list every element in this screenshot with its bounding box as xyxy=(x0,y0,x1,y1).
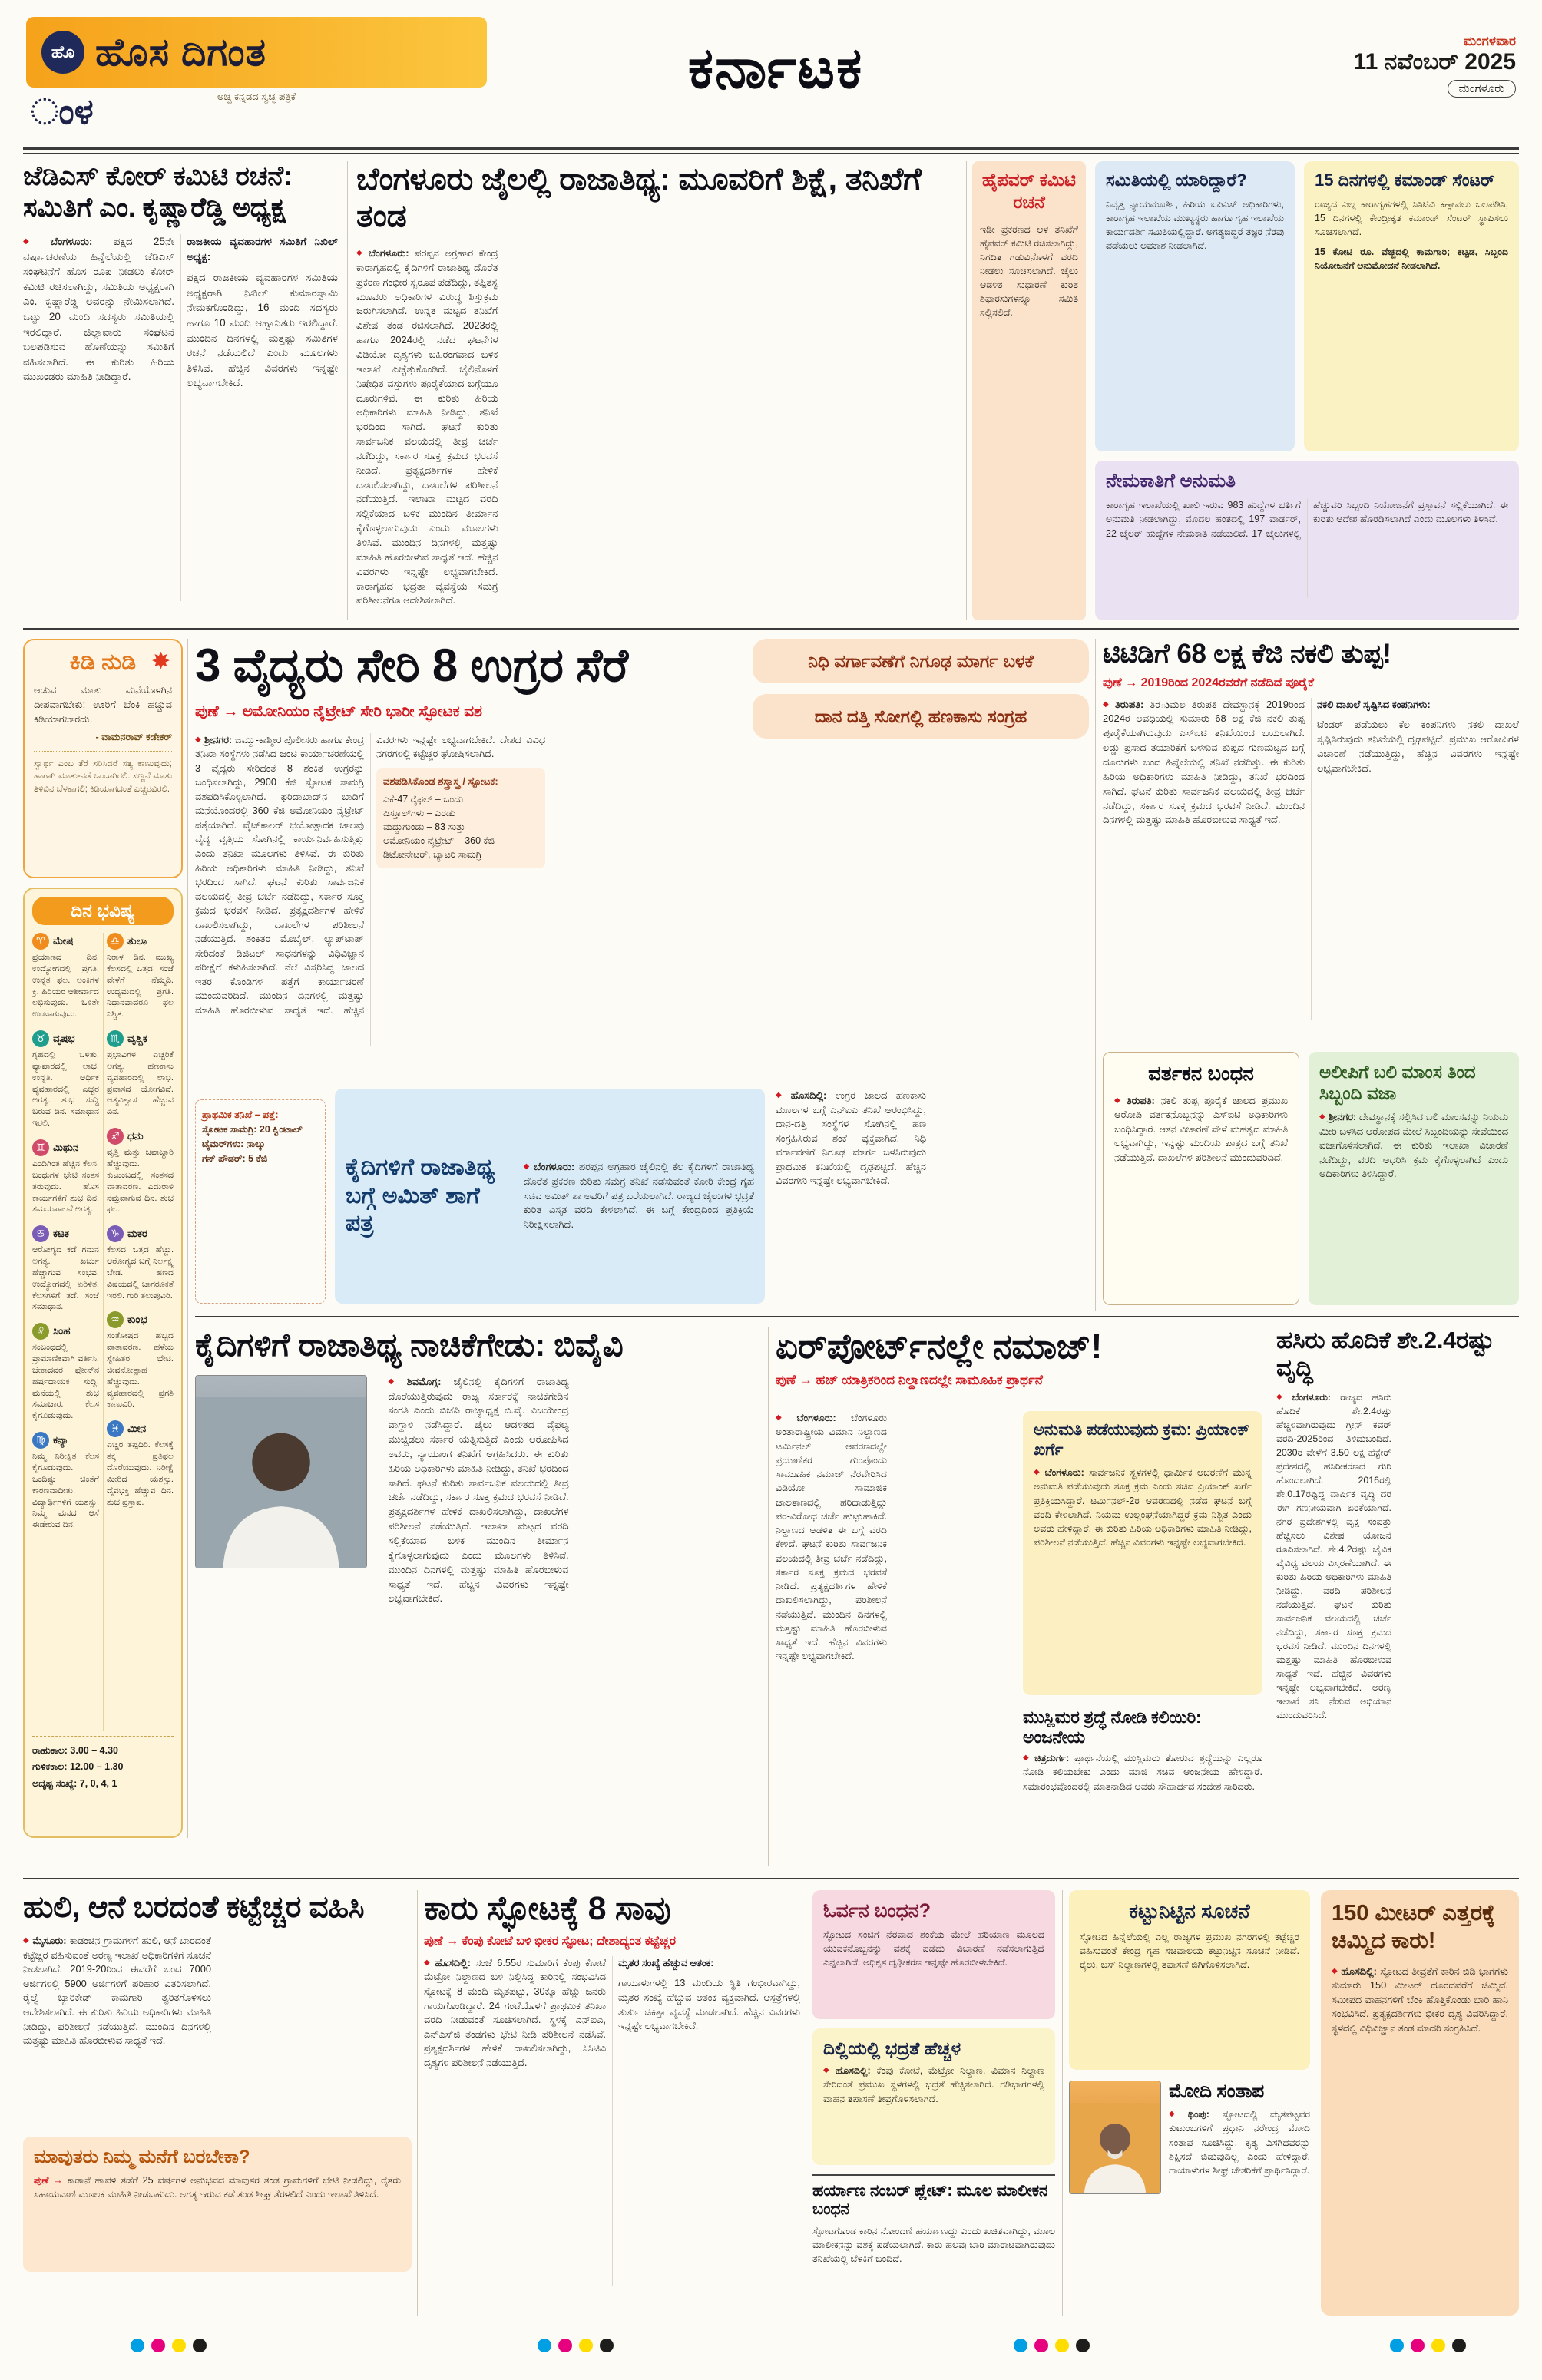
tiger-headline: ಹುಲಿ, ಆನೆ ಬರದಂತೆ ಕಟ್ಟೆಚ್ಚರ ವಹಿಸಿ xyxy=(23,1891,365,1924)
masthead-calligraphy: ಂಳ xyxy=(31,91,94,131)
muslim-dateline: ಚಿತ್ರದುರ್ಗ: xyxy=(1034,1753,1070,1764)
muslim-sub-article xyxy=(1023,1707,1262,1858)
car150-box xyxy=(1321,1890,1519,2316)
horoscope-item xyxy=(32,1139,99,1215)
permission-box xyxy=(1023,1411,1262,1695)
article-namaz xyxy=(776,1327,1262,1866)
lucky-numbers: ಅದೃಷ್ಟ ಸಂಖ್ಯೆ: 7, 0, 4, 1 xyxy=(32,1777,117,1789)
divider xyxy=(966,161,967,620)
zodiac-icon: ♌ xyxy=(32,1323,49,1340)
horoscope-item xyxy=(107,1030,174,1118)
hypower-label: ಹೈಪವರ್ ಕಮಿಟಿ ರಚನೆ xyxy=(981,170,1077,212)
edition-label: ಮಂಗಳೂರು xyxy=(1448,80,1516,98)
tiger-dateline: ಮೈಸೂರು: xyxy=(32,1935,67,1947)
color-dot-icon xyxy=(1452,2339,1466,2352)
date-day: ಮಂಗಳವಾರ xyxy=(1463,34,1516,48)
trader-title: ವರ್ತಕನ ಬಂಧನ xyxy=(1148,1062,1254,1085)
article-jail xyxy=(356,161,960,620)
color-dot-icon xyxy=(600,2339,614,2352)
zodiac-text: ಆರೋಗ್ಯದ ಕಡೆ ಗಮನ ಅಗತ್ಯ. ಖರ್ಚು ಹೆಚ್ಚಾಗುವ ಸಂಭವ. ಉದ್ಯೋಗದಲ್ಲಿ ಏರಿಳಿತ. ಕೆಲಸಗಳಿಗೆ ತಡೆ. ಸಂಜೆ ಸಮಾಧಾನ. xyxy=(32,1245,99,1312)
terror-headline: 3 ವೈದ್ಯರು ಸೇರಿ 8 ಉಗ್ರರ ಸೆರೆ xyxy=(195,640,628,691)
dateline-bullet-icon: ◆ xyxy=(23,237,48,246)
horoscope-box xyxy=(23,888,183,1838)
zodiac-sign: ಮೀನ xyxy=(127,1423,147,1435)
zodiac-icon: ♑ xyxy=(107,1225,124,1242)
dateline-bullet-icon: ◆ xyxy=(1169,2110,1185,2118)
car150-title: 150 ಮೀಟರ್ ಎತ್ತರಕ್ಕೆ ಚಿಮ್ಮಿದ ಕಾರು! xyxy=(1332,1901,1496,1954)
zodiac-sign: ಮಕರ xyxy=(127,1228,148,1240)
zodiac-text: ಪ್ರಭಾವಿಗಳ ಎಚ್ಚರಿಕೆ ಅಗತ್ಯ. ಹಣಕಾಸು ವ್ಯವಹಾರದಲ್ಲಿ ಲಾಭ. ಪ್ರವಾಸದ ಯೋಗವಿದೆ. ಆತ್ಮವಿಶ್ವಾಸ ಹೆಚ್ಚುವ ದಿನ. xyxy=(107,1050,174,1117)
mahout-title: ಮಾವುತರು ನಿಮ್ಮ ಮನೆಗೆ ಬರಬೇಕಾ? xyxy=(34,2147,250,2168)
article-jds xyxy=(23,161,338,620)
command-title: 15 ದಿನಗಳಲ್ಲಿ ಕಮಾಂಡ್ ಸೆಂಟರ್ xyxy=(1315,170,1495,190)
car-kicker: ಪುಣೆ → ಕೆಂಪು ಕೋಟೆ ಬಳಿ ಭೀಕರ ಸ್ಫೋಟ; ದೇಶಾದ್ಯಂತ ಕಟ್ಟೆಚ್ಚರ xyxy=(424,1934,677,1948)
jail-dateline: ಬೆಂಗಳೂರು: xyxy=(368,247,409,259)
jail-headline: ಬೆಂಗಳೂರು ಜೈಲಲ್ಲಿ ರಾಜಾತಿಥ್ಯ: ಮೂವರಿಗೆ ಶಿಕ್ಷೆ, ತನಿಖೆಗೆ ತಂಡ xyxy=(356,161,922,233)
color-dot-icon xyxy=(579,2339,593,2352)
arrest-body: ಸ್ಫೋಟದ ಸಂಚಿಗೆ ನೆರವಾದ ಶಂಕೆಯ ಮೇಲೆ ಹರಿಯಾಣ ಮೂಲದ ಯುವಕನೊಬ್ಬನನ್ನು ವಶಕ್ಕೆ ಪಡೆದು ವಿಚಾರಣೆ ನಡೆಸಲಾಗುತ್ತಿದೆ ಎನ್ನಲಾಗಿದೆ. ಅಧಿಕೃತ ದೃಢೀಕರಣ ಇನ್ನಷ್ಟೇ ಹೊರಬೀಳಬೇಕಿದೆ. xyxy=(823,1929,1044,1968)
recruit-title: ನೇಮಕಾತಿಗೆ ಅನುಮತಿ xyxy=(1106,471,1236,491)
dateline-bullet-icon: ◆ xyxy=(388,1377,404,1386)
zodiac-icon: ♒ xyxy=(107,1311,124,1328)
color-dot-icon xyxy=(1390,2339,1404,2352)
zodiac-icon: ♍ xyxy=(32,1432,49,1449)
divider xyxy=(187,639,188,1838)
weapons-title: ವಶಪಡಿಸಿಕೊಂಡ ಶಸ್ತ್ರಾಸ್ತ್ರ / ಸ್ಫೋಟಕ: xyxy=(383,775,498,787)
kidi-note: ಸ್ವಾರ್ಥ ಎಂಬ ತೆರೆ ಸರಿಸಿದರೆ ಸತ್ಯ ಕಾಣುವುದು; ಹಾಗಾಗಿ ಮಾತು-ನಡೆ ಒಂದಾಗಿರಲಿ. ಸಣ್ಣನೆ ಮಾತು ತಿಳಿವಿನ ಬೆಳಕಾಗಲಿ; ಕಿಡಿಯಾಗದಂತೆ ಎಚ್ಚರವಿರಲಿ. xyxy=(34,751,172,796)
zodiac-text: ಗೃಹದಲ್ಲಿ ಒಳಿತು. ವ್ಯಾಪಾರದಲ್ಲಿ ಲಾಭ. ಉನ್ನತಿ. ಆರ್ಥಿಕ ವ್ಯವಹಾರದಲ್ಲಿ ಎಚ್ಚರ ಅಗತ್ಯ. ಶುಭ ಸುದ್ದಿ ಬರುವ ದಿನ. ಸಮಾಧಾನ ಇರಲಿ. xyxy=(32,1050,99,1129)
green-body: ರಾಜ್ಯದ ಹಸಿರು ಹೊದಿಕೆ ಶೇ.2.4ರಷ್ಟು ಹೆಚ್ಚಳವಾಗಿರುವುದು ಗ್ರೀನ್ ಕವರ್ ವರದಿ-2025ರಿಂದ ತಿಳಿದುಬಂದಿದೆ. 2030ರ ವೇಳೆಗೆ 3.50 ಲಕ್ಷ ಹೆಕ್ಟೇರ್ ಪ್ರದೇಶದಲ್ಲಿ ಹಸಿರೀಕರಣದ ಗುರಿ ಹೊಂದಲಾಗಿದೆ. 2016ರಲ್ಲಿ ಶೇ.0.17ರಷ್ಟಿದ್ದ ವಾರ್ಷಿಕ ವೃದ್ಧಿ ದರ ಈಗ ಗಣನೀಯವಾಗಿ ಏರಿಕೆಯಾಗಿದೆ. ನಗರ ಪ್ರದೇಶಗಳಲ್ಲಿ ವೃಕ್ಷ ಸಂಪತ್ತು ಹೆಚ್ಚಿಸಲು ವಿಶೇಷ ಯೋಜನೆ ರೂಪಿಸಲಾಗಿದೆ. ಶೇ.4.2ರಷ್ಟು ಜೈವಿಕ ವೈವಿಧ್ಯ ವಲಯ ವಿಸ್ತರಣೆಯಾಗಿದೆ. ಈ ಕುರಿತು ಹಿರಿಯ ಅಧಿಕಾರಿಗಳು ಮಾಹಿತಿ ನೀಡಿದ್ದು, ವರದಿ ಪರಿಶೀಲನೆ ನಡೆಯುತ್ತಿದೆ. ಘಟನೆ ಕುರಿತು ಸಾರ್ವಜನಿಕ ವಲಯದಲ್ಲಿ ಚರ್ಚೆ ನಡೆದಿದ್ದು, ಸರ್ಕಾರ ಸೂಕ್ತ ಕ್ರಮದ ಭರವಸೆ ನೀಡಿದೆ. ಮುಂದಿನ ದಿನಗಳಲ್ಲಿ ಮತ್ತಷ್ಟು ಮಾಹಿತಿ ಹೊರಬೀಳುವ ಸಾಧ್ಯತೆ ಇದೆ. ಹೆಚ್ಚಿನ ವಿವರಗಳು ಇನ್ನಷ್ಟೇ ಲಭ್ಯವಾಗಬೇಕಿದೆ. ಅರಣ್ಯ ಇಲಾಖೆ ಸಸಿ ನೆಡುವ ಅಭಿಯಾನ ಮುಂದುವರಿಸಿದೆ. xyxy=(1276,1391,1391,1721)
permission-title: ಅನುಮತಿ ಪಡೆಯುವುದು ಕ್ರಮ: ಪ್ರಿಯಾಂಕ್ ಖರ್ಗೆ xyxy=(1034,1421,1250,1459)
zodiac-text: ಕೆಲಸದ ಒತ್ತಡ ಹೆಚ್ಚು. ಆರೋಗ್ಯದ ಬಗ್ಗೆ ನಿರ್ಲಕ್ಷ್ಯ ಬೇಡ. ಹಣದ ವಿಷಯದಲ್ಲಿ ಜಾಗರೂಕತೆ ಇರಲಿ. ಗುರಿ ತಲುಪುವಿರಿ. xyxy=(107,1245,174,1301)
amit-letter-box xyxy=(335,1089,765,1304)
terror-stats-box xyxy=(195,1099,326,1304)
namaz-body: ಬೆಂಗಳೂರು ಅಂತಾರಾಷ್ಟ್ರೀಯ ವಿಮಾನ ನಿಲ್ದಾಣದ ಟರ್ಮಿನಲ್ ಆವರಣದಲ್ಲೇ ಪ್ರಯಾಣಿಕರ ಗುಂಪೊಂದು ಸಾಮೂಹಿಕ ನಮಾಜ್ ನೆರವೇರಿಸಿದ ವಿಡಿಯೋ ಸಾಮಾಜಿಕ ಜಾಲತಾಣದಲ್ಲಿ ಹರಿದಾಡುತ್ತಿದ್ದು ಪರ-ವಿರೋಧ ಚರ್ಚೆ ಹುಟ್ಟುಹಾಕಿದೆ. ನಿಲ್ದಾಣದ ಆಡಳಿತ ಈ ಬಗ್ಗೆ ವರದಿ ಕೇಳಿದೆ. ಘಟನೆ ಕುರಿತು ಸಾರ್ವಜನಿಕ ವಲಯದಲ್ಲಿ ತೀವ್ರ ಚರ್ಚೆ ನಡೆದಿದ್ದು, ಸರ್ಕಾರ ಸೂಕ್ತ ಕ್ರಮದ ಭರವಸೆ ನೀಡಿದೆ. ಪ್ರತ್ಯಕ್ಷದರ್ಶಿಗಳ ಹೇಳಿಕೆ ದಾಖಲಿಸಲಾಗಿದ್ದು, ಪರಿಶೀಲನೆ ನಡೆಯುತ್ತಿದೆ. ಮುಂದಿನ ದಿನಗಳಲ್ಲಿ ಮತ್ತಷ್ಟು ಮಾಹಿತಿ ಹೊರಬೀಳುವ ಸಾಧ್ಯತೆ ಇದೆ. ಹೆಚ್ಚಿನ ವಿವರಗಳು ಇನ್ನಷ್ಟೇ ಲಭ್ಯವಾಗಬೇಕಿದೆ. xyxy=(776,1413,887,1662)
alipi-box xyxy=(1309,1052,1519,1305)
strict-title: ಕಟ್ಟುನಿಟ್ಟಿನ ಸೂಚನೆ xyxy=(1129,1899,1250,1922)
dateline-bullet-icon: ◆ xyxy=(776,1413,794,1422)
ttd-body-2: ಟೆಂಡರ್ ಪಡೆಯಲು ಕೆಲ ಕಂಪನಿಗಳು ನಕಲಿ ದಾಖಲೆ ಸೃಷ್ಟಿಸಿರುವುದು ತನಿಖೆಯಲ್ಲಿ ದೃಢಪಟ್ಟಿದೆ. ಪ್ರಮುಖ ಆರೋಪಿಗಳ ವಿಚಾರಣೆ ನಡೆಯುತ್ತಿದ್ದು, ಹೆಚ್ಚಿನ ವಿವರಗಳು ಇನ್ನಷ್ಟೇ ಲಭ್ಯವಾಗಬೇಕಿದೆ. xyxy=(1317,719,1519,774)
green-headline: ಹಸಿರು ಹೊದಿಕೆ ಶೇ.2.4ರಷ್ಟು ವೃದ್ಧಿ xyxy=(1276,1327,1494,1381)
permission-body: ಸಾರ್ವಜನಿಕ ಸ್ಥಳಗಳಲ್ಲಿ ಧಾರ್ಮಿಕ ಆಚರಣೆಗೆ ಮುನ್ನ ಅನುಮತಿ ಪಡೆಯುವುದು ಸೂಕ್ತ ಕ್ರಮ ಎಂದು ಸಚಿವ ಪ್ರಿಯಾಂಕ್ ಖರ್ಗೆ ಪ್ರತಿಕ್ರಿಯಿಸಿದ್ದಾರೆ. ಟರ್ಮಿನಲ್-2ರ ಆವರಣದಲ್ಲಿ ನಡೆದ ಘಟನೆ ಬಗ್ಗೆ ವರದಿ ಕೇಳಲಾಗಿದೆ. ನಿಯಮ ಉಲ್ಲಂಘನೆಯಾಗಿದ್ದರೆ ಕ್ರಮ ನಿಶ್ಚಿತ ಎಂದು ಅವರು ಹೇಳಿದ್ದಾರೆ. ಈ ಕುರಿತು ಹಿರಿಯ ಅಧಿಕಾರಿಗಳು ಮಾಹಿತಿ ನೀಡಿದ್ದು, ಪರಿಶೀಲನೆ ನಡೆಯುತ್ತಿದೆ. ಹೆಚ್ಚಿನ ವಿವರಗಳು ಇನ್ನಷ್ಟೇ ಲಭ್ಯವಾಗಬೇಕಿದೆ. xyxy=(1034,1467,1252,1549)
date-full: 11 ನವೆಂಬರ್ 2025 xyxy=(1353,49,1516,74)
zodiac-sign: ತುಲಾ xyxy=(127,935,147,947)
kidi-author: - ವಾಮನರಾವ್ ಕಡೇಕರ್ xyxy=(95,731,172,742)
car-body: ಸಂಜೆ 6.55ರ ಸುಮಾರಿಗೆ ಕೆಂಪು ಕೋಟೆ ಮೆಟ್ರೋ ನಿಲ್ದಾಣದ ಬಳಿ ನಿಲ್ಲಿಸಿದ್ದ ಕಾರಿನಲ್ಲಿ ಸಂಭವಿಸಿದ ಸ್ಫೋಟಕ್ಕೆ 8 ಮಂದಿ ಮೃತಪಟ್ಟು, 30ಕ್ಕೂ ಹೆಚ್ಚು ಜನರು ಗಾಯಗೊಂಡಿದ್ದಾರೆ. 24 ಗಂಟೆಯೊಳಗೆ ಪ್ರಾಥಮಿಕ ತನಿಖಾ ವರದಿ ನೀಡುವಂತೆ ಸೂಚಿಸಲಾಗಿದೆ. ಸ್ಥಳಕ್ಕೆ ಎನ್‌ಐಎ, ಎನ್‌ಎಸ್‌ಜಿ ತಂಡಗಳು ಭೇಟಿ ನೀಡಿ ಪರಿಶೀಲನೆ ನಡೆಸಿವೆ. ಪ್ರತ್ಯಕ್ಷದರ್ಶಿಗಳ ಹೇಳಿಕೆ ದಾಖಲಿಸಲಾಗಿದ್ದು, ಸಿಸಿಟಿವಿ ದೃಶ್ಯಗಳ ಪರಿಶೀಲನೆ ನಡೆಯುತ್ತಿದೆ. xyxy=(424,1956,606,2068)
modi-sub-article xyxy=(1069,2081,1310,2177)
page-section-title: ಕರ್ನಾಟಕ xyxy=(687,36,864,100)
horoscope-times xyxy=(32,1736,174,1792)
horoscope-item xyxy=(107,1225,174,1301)
terror-body-2: ಉಗ್ರರ ಜಾಲದ ಹಣಕಾಸು ಮೂಲಗಳ ಬಗ್ಗೆ ಎನ್‌ಐಎ ತನಿಖೆ ಆರಂಭಿಸಿದ್ದು, ದಾನ-ದತ್ತಿ ಸಂಸ್ಥೆಗಳ ಸೋಗಿನಲ್ಲಿ ಹಣ ಸಂಗ್ರಹಿಸಿರುವ ಶಂಕೆ ವ್ಯಕ್ತವಾಗಿದೆ. ನಿಧಿ ವರ್ಗಾವಣೆಗೆ ನಿಗೂಢ ಮಾರ್ಗ ಬಳಸಿರುವುದು ಪ್ರಾಥಮಿಕ ತನಿಖೆಯಲ್ಲಿ ದೃಢಪಟ್ಟಿದೆ. ಹೆಚ್ಚಿನ ವಿವರಗಳು ಇನ್ನಷ್ಟೇ ಲಭ್ಯವಾಗಬೇಕಿದೆ. xyxy=(776,1089,926,1187)
namaz-headline: ಏರ್‌ಪೋರ್ಟ್‌ನಲ್ಲೇ ನಮಾಜ್! xyxy=(776,1327,1103,1366)
color-dot-icon xyxy=(1411,2339,1425,2352)
car-subhead: ಮೃತರ ಸಂಖ್ಯೆ ಹೆಚ್ಚುವ ಆತಂಕ: xyxy=(618,1956,714,1968)
horoscope-item xyxy=(32,1323,99,1422)
namaz-kicker: ಪುಣೆ → ಹಜ್ ಯಾತ್ರಿಕರಿಂದ ನಿಲ್ದಾಣದಲ್ಲೇ ಸಾಮೂಹಿಕ ಪ್ರಾರ್ಥನೆ xyxy=(776,1373,1043,1388)
print-registration-marks xyxy=(1014,2339,1097,2356)
band-rule xyxy=(195,1316,1519,1317)
zodiac-icon: ♊ xyxy=(32,1139,49,1156)
stats-item: ಗನ್ ಪೌಡರ್: 5 ಕೆಜಿ xyxy=(202,1153,268,1164)
terror-strap-2: ದಾನ ದತ್ತಿ ಸೋಗಲ್ಲಿ ಹಣಕಾಸು ಸಂಗ್ರಹ xyxy=(753,694,1089,739)
zodiac-sign: ಕಟಕ xyxy=(53,1228,69,1240)
dateline-bullet-icon: ◆ xyxy=(1332,1966,1338,1975)
terror-kicker: ಪುಣೆ → ಅಮೋನಿಯಂ ನೈಟ್ರೇಟ್ ಸೇರಿ ಭಾರೀ ಸ್ಫೋಟಕ ವಶ xyxy=(195,702,482,720)
haryana-sub-article xyxy=(812,2174,1055,2266)
kidi-nudi-box xyxy=(23,639,183,878)
dateline-bullet-icon: ◆ xyxy=(1319,1112,1325,1122)
horoscope-list xyxy=(32,933,174,1731)
zodiac-sign: ವೃಷಭ xyxy=(53,1033,75,1045)
dateline-bullet-icon: ◆ xyxy=(1034,1468,1042,1477)
namaz-dateline: ಬೆಂಗಳೂರು: xyxy=(796,1413,836,1423)
ttd-dateline: ತಿರುಪತಿ: xyxy=(1114,698,1144,710)
namaz-body-wrap xyxy=(776,1411,1011,1856)
mahout-box xyxy=(23,2137,412,2272)
article-car-blast xyxy=(424,1890,800,2316)
zodiac-sign: ಮಿಥುನ xyxy=(53,1141,79,1153)
car-dateline: ಹೊಸದಿಲ್ಲಿ: xyxy=(435,1956,472,1968)
jds-dateline: ಬೆಂಗಳೂರು: xyxy=(50,236,93,248)
delhi-headline: ದಿಲ್ಲಿಯಲ್ಲಿ ಭದ್ರತೆ ಹೆಚ್ಚಳ xyxy=(823,2038,961,2058)
article-tiger xyxy=(23,1890,412,2316)
hypower-column xyxy=(972,161,1086,620)
article-byv xyxy=(195,1327,762,1866)
divider xyxy=(1062,1890,1063,2316)
weapons-item: ಪಿಸ್ತೂಲ್‌ಗಳು – ಎರಡು xyxy=(383,807,455,818)
jds-headline: ಜೆಡಿಎಸ್ ಕೋರ್ ಕಮಿಟಿ ರಚನೆ: ಸಮಿತಿಗೆ ಎಂ. ಕೃಷ್ಣಾರೆಡ್ಡಿ ಅಧ್ಯಕ್ಷ xyxy=(23,161,293,223)
amit-body: ಪರಪ್ಪನ ಅಗ್ರಹಾರ ಜೈಲಿನಲ್ಲಿ ಕೆಲ ಕೈದಿಗಳಿಗೆ ರಾಜಾತಿಥ್ಯ ದೊರೆತ ಪ್ರಕರಣ ಕುರಿತು ಸಮಗ್ರ ತನಿಖೆ ನಡೆಸುವಂತೆ ಕೋರಿ ಕೇಂದ್ರ ಗೃಹ ಸಚಿವ ಅಮಿತ್ ಶಾ ಅವರಿಗೆ ಪತ್ರ ಬರೆಯಲಾಗಿದೆ. ರಾಜ್ಯದ ಜೈಲುಗಳ ಭದ್ರತೆ ಕುರಿತ ವಿಸ್ತೃತ ವರದಿ ಕೇಳಲಾಗಿದೆ. ಈ ಬಗ್ಗೆ ಕೇಂದ್ರದಿಂದ ಪ್ರತಿಕ್ರಿಯೆ ನಿರೀಕ್ಷಿಸಲಾಗಿದೆ. xyxy=(523,1160,754,1231)
tiger-body: ಕಾಡಂಚಿನ ಗ್ರಾಮಗಳಿಗೆ ಹುಲಿ, ಆನೆ ಬಾರದಂತೆ ಕಟ್ಟೆಚ್ಚರ ವಹಿಸುವಂತೆ ಅರಣ್ಯ ಇಲಾಖೆ ಅಧಿಕಾರಿಗಳಿಗೆ ಸೂಚನೆ ನೀಡಲಾಗಿದೆ. 2019-20ರಿಂದ ಈವರೆಗೆ ಬಂದ 7000 ಅರ್ಜಿಗಳಲ್ಲಿ 5900 ಅರ್ಜಿಗಳಿಗೆ ಪರಿಹಾರ ವಿತರಿಸಲಾಗಿದೆ. ರೈಲ್ವೆ ಬ್ಯಾರಿಕೇಡ್ ಕಾಮಗಾರಿ ತ್ವರಿತಗೊಳಿಸಲು ಆದೇಶಿಸಲಾಗಿದೆ. ಈ ಕುರಿತು ಹಿರಿಯ ಅಧಿಕಾರಿಗಳು ಮಾಹಿತಿ ನೀಡಿದ್ದು, ಪರಿಶೀಲನೆ ನಡೆಯುತ್ತಿದೆ. ಮುಂದಿನ ದಿನಗಳಲ್ಲಿ ಮತ್ತಷ್ಟು ಮಾಹಿತಿ ಹೊರಬೀಳುವ ಸಾಧ್ಯತೆ ಇದೆ. xyxy=(23,1935,211,2047)
color-dot-icon xyxy=(131,2339,144,2352)
amit-dateline: ಬೆಂಗಳೂರು: xyxy=(534,1160,575,1172)
delhi-dateline: ಹೊಸದಿಲ್ಲಿ: xyxy=(835,2065,871,2077)
dateline-bullet-icon: ◆ xyxy=(1114,1096,1123,1105)
green-dateline: ಬೆಂಗಳೂರು: xyxy=(1292,1391,1331,1403)
dateline-bullet-icon: ◆ xyxy=(823,2066,832,2075)
zodiac-sign: ಸಿಂಹ xyxy=(53,1325,71,1337)
horoscope-item xyxy=(32,1030,99,1129)
byv-dateline: ಶಿವಮೊಗ್ಗ: xyxy=(406,1375,442,1387)
recruit-box xyxy=(1095,461,1519,620)
command-center-box xyxy=(1304,161,1519,451)
masthead-emblem-icon: ಹೊ xyxy=(41,31,84,74)
dateline-bullet-icon: ◆ xyxy=(356,249,366,258)
modi-photo xyxy=(1069,2081,1161,2194)
car-blast-side-column xyxy=(812,1890,1055,2316)
zodiac-text: ಎಂದಿಗಿಂತ ಹೆಚ್ಚಿನ ಕೆಲಸ. ಬಂಧುಗಳ ಭೇಟಿ ಸಂತಸ ತರುವುದು. ಹೊಸ ಕಾರ್ಯಗಳಿಗೆ ಶುಭ ದಿನ. ಸಮಯಪಾಲನೆ ಅಗತ್ಯ. xyxy=(32,1159,99,1215)
gulika-kala: ಗುಳಿಕಕಾಲ: 12.00 – 1.30 xyxy=(32,1761,124,1773)
byv-body: ಜೈಲಿನಲ್ಲಿ ಕೈದಿಗಳಿಗೆ ರಾಜಾತಿಥ್ಯ ದೊರೆಯುತ್ತಿರುವುದು ರಾಜ್ಯ ಸರ್ಕಾರಕ್ಕೆ ನಾಚಿಕೆಗೇಡಿನ ಸಂಗತಿ ಎಂದು ಬಿಜೆಪಿ ರಾಜ್ಯಾಧ್ಯಕ್ಷ ಬಿ.ವೈ. ವಿಜಯೇಂದ್ರ ವಾಗ್ದಾಳಿ ನಡೆಸಿದ್ದಾರೆ. ಜೈಲು ಆಡಳಿತದ ವೈಫಲ್ಯ ಮುಚ್ಚಿಡಲು ಸರ್ಕಾರ ಯತ್ನಿಸುತ್ತಿದೆ ಎಂದು ಆರೋಪಿಸಿದ ಅವರು, ನ್ಯಾಯಾಂಗ ತನಿಖೆಗೆ ಆಗ್ರಹಿಸಿದರು. ಈ ಕುರಿತು ಹಿರಿಯ ಅಧಿಕಾರಿಗಳು ಮಾಹಿತಿ ನೀಡಿದ್ದು, ತನಿಖೆ ಭರದಿಂದ ಸಾಗಿದೆ. ಘಟನೆ ಕುರಿತು ಸಾರ್ವಜನಿಕ ವಲಯದಲ್ಲಿ ತೀವ್ರ ಚರ್ಚೆ ನಡೆದಿದ್ದು, ಸರ್ಕಾರ ಸೂಕ್ತ ಕ್ರಮದ ಭರವಸೆ ನೀಡಿದೆ. ಪ್ರತ್ಯಕ್ಷದರ್ಶಿಗಳ ಹೇಳಿಕೆ ದಾಖಲಿಸಲಾಗಿದ್ದು, ದಾಖಲೆಗಳ ಪರಿಶೀಲನೆ ನಡೆಯುತ್ತಿದೆ. ಇಲಾಖಾ ಮಟ್ಟದ ವರದಿ ಸಲ್ಲಿಕೆಯಾದ ಬಳಿಕ ಮುಂದಿನ ತೀರ್ಮಾನ ಕೈಗೊಳ್ಳಲಾಗುವುದು ಎಂದು ಮೂಲಗಳು ತಿಳಿಸಿವೆ. ಮುಂದಿನ ದಿನಗಳಲ್ಲಿ ಮತ್ತಷ್ಟು ಮಾಹಿತಿ ಹೊರಬೀಳುವ ಸಾಧ್ಯತೆ ಇದೆ. ಹೆಚ್ಚಿನ ವಿವರಗಳು ಇನ್ನಷ್ಟೇ ಲಭ್ಯವಾಗಬೇಕಿದೆ. xyxy=(388,1375,569,1605)
muslim-headline: ಮುಸ್ಲಿಮರ ಶ್ರದ್ಧೆ ನೋಡಿ ಕಲಿಯಿರಿ: ಅಂಜನೇಯ xyxy=(1023,1707,1201,1747)
haryana-body: ಸ್ಫೋಟಗೊಂಡ ಕಾರಿನ ನೋಂದಣಿ ಹರ್ಯಾಣದ್ದು ಎಂದು ಖಚಿತವಾಗಿದ್ದು, ಮೂಲ ಮಾಲೀಕನನ್ನು ವಶಕ್ಕೆ ಪಡೆಯಲಾಗಿದೆ. ಕಾರು ಹಲವು ಬಾರಿ ಮಾರಾಟವಾಗಿರುವುದು ತನಿಖೆಯಲ್ಲಿ ಬೆಳಕಿಗೆ ಬಂದಿದೆ. xyxy=(812,2225,1055,2265)
strict-column xyxy=(1069,1890,1310,2316)
alipi-body: ದೇವಸ್ಥಾನಕ್ಕೆ ಸಲ್ಲಿಸಿದ ಬಲಿ ಮಾಂಸವನ್ನು ನಿಯಮ ಮೀರಿ ಬಳಸಿದ ಆರೋಪದ ಮೇಲೆ ಸಿಬ್ಬಂದಿಯನ್ನು ಸೇವೆಯಿಂದ ವಜಾಗೊಳಿಸಲಾಗಿದೆ. ಈ ಕುರಿತು ಇಲಾಖಾ ವಿಚಾರಣೆ ನಡೆದಿದ್ದು, ವರದಿ ಆಧರಿಸಿ ಕ್ರಮ ಕೈಗೊಳ್ಳಲಾಗಿದೆ ಎಂದು ಅಧಿಕಾರಿಗಳು ತಿಳಿಸಿದ್ದಾರೆ. xyxy=(1319,1111,1508,1180)
ttd-kicker: ಪುಣೆ → 2019ರಿಂದ 2024ರವರೆಗೆ ನಡೆದಿದೆ ಪೂರೈಕೆ xyxy=(1103,676,1314,689)
command-note: 15 ಕೋಟಿ ರೂ. ವೆಚ್ಚದಲ್ಲಿ ಕಾಮಗಾರಿ; ಕಟ್ಟಡ, ಸಿಬ್ಬಂದಿ ನಿಯೋಜನೆಗೆ ಅನುಮೋದನೆ ನೀಡಲಾಗಿದೆ. xyxy=(1315,246,1508,272)
horoscope-item xyxy=(107,1311,174,1410)
zodiac-icon: ♉ xyxy=(32,1030,49,1047)
terror-dateline: ಶ್ರೀನಗರ: xyxy=(204,733,233,745)
divider xyxy=(1095,639,1096,1311)
print-registration-marks xyxy=(538,2339,620,2356)
band-rule xyxy=(23,1878,1519,1879)
ttd-body: ತಿರుಮಲ ತಿರುಪತಿ ದೇವಸ್ಥಾನಕ್ಕೆ 2019ರಿಂದ 2024ರ ಅವಧಿಯಲ್ಲಿ ಸುಮಾರು 68 ಲಕ್ಷ ಕೆಜಿ ನಕಲಿ ತುಪ್ಪ ಪೂರೈಕೆಯಾಗಿರುವುದು ಎಸ್‌ಐಟಿ ತನಿಖೆಯಿಂದ ಬಯಲಾಗಿದೆ. ಲಡ್ಡು ಪ್ರಸಾದ ತಯಾರಿಕೆಗೆ ಬಳಸುವ ತುಪ್ಪದ ಗುಣಮಟ್ಟದ ಬಗ್ಗೆ ದೂರುಗಳು ಬಂದ ಹಿನ್ನೆಲೆಯಲ್ಲಿ ತನಿಖೆ ನಡೆದಿತ್ತು. ಈ ಕುರಿತು ಹಿರಿಯ ಅಧಿಕಾರಿಗಳು ಮಾಹಿತಿ ನೀಡಿದ್ದು, ತನಿಖೆ ಭರದಿಂದ ಸಾಗಿದೆ. ಘಟನೆ ಕುರಿತು ಸಾರ್ವಜನಿಕ ವಲಯದಲ್ಲಿ ತೀವ್ರ ಚರ್ಚೆ ನಡೆದಿದ್ದು, ಸರ್ಕಾರ ಸೂಕ್ತ ಕ್ರಮದ ಭರವಸೆ ನೀಡಿದೆ. ಮುಂದಿನ ದಿನಗಳಲ್ಲಿ ಮತ್ತಷ್ಟು ಮಾಹಿತಿ ಹೊರಬೀಳುವ ಸಾಧ್ಯತೆ ಇದೆ. xyxy=(1103,698,1305,826)
zodiac-icon: ♏ xyxy=(107,1030,124,1047)
permission-dateline: ಬೆಂಗಳೂರು: xyxy=(1044,1467,1084,1479)
who-box xyxy=(1095,161,1295,451)
dateline-bullet-icon: ◆ xyxy=(195,735,201,744)
terror-body-2-wrap xyxy=(776,1089,1089,1304)
color-dot-icon xyxy=(1431,2339,1445,2352)
jds-body-1: ಪಕ್ಷದ 25ನೇ ವರ್ಷಾಚರಣೆಯ ಹಿನ್ನೆಲೆಯಲ್ಲಿ ಜೆಡಿಎಸ್ ಸಂಘಟನೆಗೆ ಹೊಸ ರೂಪ ನೀಡಲು ಕೋರ್ ಕಮಿಟಿ ರಚಿಸಲಾಗಿದ್ದು, ಸಮಿತಿಯ ಅಧ್ಯಕ್ಷರಾಗಿ ಎಂ. ಕೃಷ್ಣಾರೆಡ್ಡಿ ಅವರನ್ನು ನೇಮಿಸಲಾಗಿದೆ. ಒಟ್ಟು 20 ಮಂದಿ ಸದಸ್ಯರು ಸಮಿತಿಯಲ್ಲಿ ಇರಲಿದ್ದಾರೆ. ಜಿಲ್ಲಾವಾರು ಸಂಘಟನೆ ಬಲಪಡಿಸುವ ಹೊಣೆಯನ್ನು ಸಮಿತಿಗೆ ವಹಿಸಲಾಗಿದೆ. ಈ ಕುರಿತು ಹಿರಿಯ ಮುಖಂಡರು ಮಾಹಿತಿ ನೀಡಿದ್ದಾರೆ. xyxy=(23,236,174,383)
muslim-body: ಪ್ರಾರ್ಥನೆಯಲ್ಲಿ ಮುಸ್ಲಿಮರು ತೋರುವ ಶ್ರದ್ಧೆಯನ್ನು ಎಲ್ಲರೂ ನೋಡಿ ಕಲಿಯಬೇಕು ಎಂದು ಮಾಜಿ ಸಚಿವ ಆಂಜನೇಯ ಹೇಳಿದ್ದಾರೆ. ಸಮಾರಂಭವೊಂದರಲ್ಲಿ ಮಾತನಾಡಿದ ಅವರು ಸೌಹಾರ್ದದ ಸಂದೇಶ ಸಾರಿದರು. xyxy=(1023,1753,1262,1792)
mahout-body: ಕಾಡಾನೆ ಹಾವಳಿ ತಡೆಗೆ 25 ವರ್ಷಗಳ ಅನುಭವದ ಮಾವುತರ ತಂಡ ಗ್ರಾಮಗಳಿಗೆ ಭೇಟಿ ನೀಡಲಿದ್ದು, ರೈತರು ಸಹಾಯವಾಣಿ ಮೂಲಕ ಮಾಹಿತಿ ನೀಡಬಹುದು. ಅಗತ್ಯ ಇರುವ ಕಡೆ ತಂಡ ಶೀಘ್ರ ತೆರಳಲಿದೆ ಎಂದು ಇಲಾಖೆ ತಿಳಿಸಿದೆ. xyxy=(34,2174,401,2200)
modi-body: ಸ್ಫೋಟದಲ್ಲಿ ಮೃತಪಟ್ಟವರ ಕುಟುಂಬಗಳಿಗೆ ಪ್ರಧಾನಿ ನರೇಂದ್ರ ಮೋದಿ ಸಂತಾಪ ಸೂಚಿಸಿದ್ದು, ಕೃತ್ಯ ಎಸಗಿದವರನ್ನು ಶಿಕ್ಷಿಸದೆ ಬಿಡುವುದಿಲ್ಲ ಎಂದು ಹೇಳಿದ್ದಾರೆ. ಗಾಯಾಳುಗಳ ಶೀಘ್ರ ಚೇತರಿಕೆಗೆ ಪ್ರಾರ್ಥಿಸಿದ್ದಾರೆ. xyxy=(1169,2109,1310,2176)
dateline-bullet-icon: ◆ xyxy=(424,1958,432,1967)
zodiac-text: ನಿಮ್ಮ ನಿರೀಕ್ಷಿತ ಕೆಲಸ ಕೈಗೂಡುವುದು. ಒಂದಿಷ್ಟು ಚಿಂತೆಗೆ ಕಾರಣವಾದೀತು. ವಿದ್ಯಾರ್ಥಿಗಳಿಗೆ ಯಶಸ್ಸು. ನಿಮ್ಮ ಮನದ ಆಸೆ ಈಡೇರುವ ದಿನ. xyxy=(32,1452,99,1530)
alipi-dateline: ಶ್ರೀನಗರ: xyxy=(1328,1111,1357,1123)
trader-arrest-box xyxy=(1103,1052,1299,1305)
zodiac-text: ಸಂತೋಷದ ಹಬ್ಬದ ವಾತಾವರಣ. ಹಳೆಯ ಸ್ನೇಹಿತರ ಭೇಟಿ. ಜೀವನೋತ್ಸಾಹ ಹೆಚ್ಚುವುದು. ವ್ಯವಹಾರದಲ್ಲಿ ಪ್ರಗತಿ ಕಾಣುವಿರಿ. xyxy=(107,1331,174,1410)
zodiac-sign: ಮೇಷ xyxy=(53,935,74,947)
kidi-nudi-title: ಕಿಡಿ ನುಡಿ xyxy=(69,650,137,675)
zodiac-icon: ♎ xyxy=(107,933,124,950)
zodiac-sign: ಕನ್ಯಾ xyxy=(53,1434,69,1446)
divider xyxy=(347,161,348,620)
weapons-list xyxy=(383,792,538,862)
article-ttd xyxy=(1103,639,1519,1041)
horoscope-item xyxy=(107,1128,174,1215)
horoscope-item xyxy=(32,933,99,1020)
color-dot-icon xyxy=(558,2339,572,2352)
byv-headline: ಕೈದಿಗಳಿಗೆ ರಾಜಾತಿಥ್ಯ ನಾಚಿಕೆಗೇಡು: ಬಿವೈವಿ xyxy=(195,1327,624,1363)
amit-title: ಕೈದಿಗಳಿಗೆ ರಾಜಾತಿಥ್ಯ ಬಗ್ಗೆ ಅಮಿತ್ ಶಾಗೆ ಪತ್ರ xyxy=(346,1155,495,1237)
divider xyxy=(768,1327,769,1866)
stats-item: ಸ್ಫೋಟಕ ಸಾಮಗ್ರಿ: 20 ಕ್ವಿಂಟಾಲ್ xyxy=(202,1124,303,1135)
ttd-subhead: ನಕಲಿ ದಾಖಲೆ ಸೃಷ್ಟಿಸಿದ ಕಂಪನಿಗಳು: xyxy=(1317,698,1431,710)
mahout-kicker: ಪುಣೆ → xyxy=(34,2174,63,2186)
starburst-icon: ✸ xyxy=(151,649,170,674)
arrest-box xyxy=(812,1890,1055,2019)
who-title: ಸಮಿತಿಯಲ್ಲಿ ಯಾರಿದ್ದಾರೆ? xyxy=(1106,170,1247,190)
print-registration-marks xyxy=(131,2339,213,2356)
strict-body: ಸ್ಫೋಟದ ಹಿನ್ನೆಲೆಯಲ್ಲಿ ಎಲ್ಲ ರಾಜ್ಯಗಳ ಪ್ರಮುಖ ನಗರಗಳಲ್ಲಿ ಕಟ್ಟೆಚ್ಚರ ವಹಿಸುವಂತೆ ಕೇಂದ್ರ ಗೃಹ ಸಚಿವಾಲಯ ಕಟ್ಟುನಿಟ್ಟಿನ ಸೂಚನೆ ನೀಡಿದೆ. ರೈಲು, ಬಸ್ ನಿಲ್ದಾಣಗಳಲ್ಲಿ ತಪಾಸಣೆ ಬಿಗಿಗೊಳಿಸಲಾಗಿದೆ. xyxy=(1080,1931,1299,1971)
article-terror xyxy=(195,639,1089,1311)
dateline-bullet-icon: ◆ xyxy=(23,1936,30,1945)
zodiac-text: ನಿರಾಳ ದಿನ. ಮುಖ್ಯ ಕೆಲಸದಲ್ಲಿ ಒತ್ತಡ. ಸಂಜೆ ವೇಳೆಗೆ ನೆಮ್ಮದಿ. ಉದ್ಯಮದಲ್ಲಿ ಪ್ರಗತಿ. ನಿಧಾನವಾದರೂ ಫಲ ನಿಶ್ಚಿತ. xyxy=(107,953,174,1020)
delhi-body: ಕೆಂಪು ಕೋಟೆ, ಮೆಟ್ರೋ ನಿಲ್ದಾಣ, ವಿಮಾನ ನಿಲ್ದಾಣ ಸೇರಿದಂತೆ ಪ್ರಮುಖ ಸ್ಥಳಗಳಲ್ಲಿ ಭದ್ರತೆ ಹೆಚ್ಚಿಸಲಾಗಿದೆ. ಗಡಿಭಾಗಗಳಲ್ಲಿ ವಾಹನ ತಪಾಸಣೆ ತೀವ್ರಗೊಳಿಸಲಾಗಿದೆ. xyxy=(823,2065,1044,2104)
divider xyxy=(417,1890,418,2316)
dateline-bullet-icon: ◆ xyxy=(776,1091,788,1099)
header-rule-thick xyxy=(23,147,1519,150)
stats-list xyxy=(202,1124,319,1165)
zodiac-sign: ವೃಶ್ಚಿಕ xyxy=(127,1033,147,1045)
zodiac-text: ಸಂಬಂಧದಲ್ಲಿ ಪ್ರಾಮಾಣಿಕವಾಗಿ ವರ್ತಿಸಿ. ಬೇಕಾದವರ ಫೋನ್‌ನ ಹರ್ಷದಾಯಕ ಸುದ್ದಿ. ಮನೆಯಲ್ಲಿ ಶುಭ ಸಮಾಚಾರ. ಕೆಲಸ ಕೈಗೂಡುವುದು. xyxy=(32,1343,99,1421)
zodiac-icon: ♋ xyxy=(32,1225,49,1242)
jds-subhead: ರಾಜಕೀಯ ವ್ಯವಹಾರಗಳ ಸಮಿತಿಗೆ ನಿಖಿಲ್ ಅಧ್ಯಕ್ಷ: xyxy=(187,236,338,263)
masthead xyxy=(26,17,487,143)
dateline-bullet-icon: ◆ xyxy=(1103,699,1112,709)
horoscope-item xyxy=(107,933,174,1020)
car150-dateline: ಹೊಸದಿಲ್ಲಿ: xyxy=(1341,1965,1377,1977)
color-dot-icon xyxy=(1014,2339,1027,2352)
alipi-title: ಅಲೀಪಿಗೆ ಬಲಿ ಮಾಂಸ ತಿಂದ ಸಿಬ್ಬಂದಿ ವಜಾ xyxy=(1319,1062,1476,1104)
terror-strap-1: ನಿಧಿ ವರ್ಗಾವಣೆಗೆ ನಿಗೂಢ ಮಾರ್ಗ ಬಳಕೆ xyxy=(753,639,1089,683)
zodiac-text: ವೃತ್ತಿ ಮತ್ತು ಜವಾಬ್ದಾರಿ ಹೆಚ್ಚುವುದು. ಕುಟುಂಬದಲ್ಲಿ ಸಂತಸದ ವಾತಾವರಣ. ಎದುರಾಳಿ ನಮ್ರವಾಗುವ ದಿನ. ಶುಭ ಫಲ. xyxy=(107,1148,174,1215)
byv-photo xyxy=(195,1375,367,1568)
arrest-title: ಓರ್ವನ ಬಂಧನ? xyxy=(823,1900,931,1922)
command-body: ರಾಜ್ಯದ ಎಲ್ಲ ಕಾರಾಗೃಹಗಳಲ್ಲಿ ಸಿಸಿಟಿವಿ ಕಣ್ಗಾವಲು ಬಲಪಡಿಸಿ, 15 ದಿನಗಳಲ್ಲಿ ಕೇಂದ್ರೀಕೃತ ಕಮಾಂಡ್ ಸೆಂಟರ್ ಸ್ಥಾಪಿಸಲು ಸೂಚಿಸಲಾಗಿದೆ. xyxy=(1315,198,1508,238)
stats-item: ಟೈಮರ್‌ಗಳು: ನಾಲ್ಕು xyxy=(202,1139,266,1149)
terror-straps xyxy=(753,639,1089,740)
weapons-item: ಎಕೆ-47 ರೈಫಲ್ – ಒಂದು xyxy=(383,793,464,805)
weapons-item: ಡಿಟೋನೇಟರ್, ಬ್ಯಾಟರಿ ಸಾಮಗ್ರಿ xyxy=(383,849,482,861)
horoscope-item xyxy=(107,1420,174,1508)
band-rule xyxy=(23,628,1519,630)
trader-dateline: ತಿರುಪತಿ: xyxy=(1126,1094,1155,1106)
recruit-body: ಕಾರಾಗೃಹ ಇಲಾಖೆಯಲ್ಲಿ ಖಾಲಿ ಇರುವ 983 ಹುದ್ದೆಗಳ ಭರ್ತಿಗೆ ಅನುಮತಿ ನೀಡಲಾಗಿದ್ದು, ಮೊದಲ ಹಂತದಲ್ಲಿ 197 ವಾರ್ಡರ್, 22 ಜೈಲರ್ ಹುದ್ದೆಗಳ ನೇಮಕಾತಿ ನಡೆಯಲಿದೆ. 17 ಜೈಲುಗಳಲ್ಲಿ ಹೆಚ್ಚುವರಿ ಸಿಬ್ಬಂದಿ ನಿಯೋಜನೆಗೆ ಪ್ರಸ್ತಾವನೆ ಸಲ್ಲಿಕೆಯಾಗಿದೆ. ಈ ಕುರಿತು ಆದೇಶ ಹೊರಡಿಸಲಾಗಿದೆ ಎಂದು ಮೂಲಗಳು ತಿಳಿಸಿವೆ. xyxy=(1106,500,1508,539)
hypower-body: ಇಡೀ ಪ್ರಕರಣದ ಆಳ ತನಿಖೆಗೆ ಹೈಪವರ್ ಕಮಿಟಿ ರಚಿಸಲಾಗಿದ್ದು, ನಿಗದಿತ ಗಡುವಿನೊಳಗೆ ವರದಿ ನೀಡಲು ಸೂಚಿಸಲಾಗಿದೆ. ಜೈಲು ಆಡಳಿತ ಸುಧಾರಣೆ ಕುರಿತ ಶಿಫಾರಸುಗಳನ್ನೂ ಸಮಿತಿ ಸಲ್ಲಿಸಲಿದೆ. xyxy=(980,223,1078,319)
color-dot-icon xyxy=(1076,2339,1090,2352)
masthead-logo xyxy=(26,17,487,88)
dateline-bullet-icon: ◆ xyxy=(1023,1754,1031,1763)
article-green xyxy=(1276,1327,1519,1866)
rahu-kala: ರಾಹುಕಾಲ: 3.00 – 4.30 xyxy=(32,1745,118,1756)
ttd-headline: ಟಿಟಿಡಿಗೆ 68 ಲಕ್ಷ ಕೆಜಿ ನಕಲಿ ತುಪ್ಪ! xyxy=(1103,639,1391,669)
who-body: ನಿವೃತ್ತ ನ್ಯಾಯಮೂರ್ತಿ, ಹಿರಿಯ ಐಪಿಎಸ್ ಅಧಿಕಾರಿಗಳು, ಕಾರಾಗೃಹ ಇಲಾಖೆಯ ಮುಖ್ಯಸ್ಥರು ಹಾಗೂ ಗೃಹ ಇಲಾಖೆಯ ಕಾರ್ಯದರ್ಶಿ ಸಮಿತಿಯಲ್ಲಿದ್ದಾರೆ. ಅಗತ್ಯಬಿದ್ದರೆ ತಜ್ಞರ ನೆರವು ಪಡೆಯಲು ಅವಕಾಶ ನೀಡಲಾಗಿದೆ. xyxy=(1106,198,1284,252)
car150-body: ಸ್ಫೋಟದ ತೀವ್ರತೆಗೆ ಕಾರಿನ ಬಿಡಿ ಭಾಗಗಳು ಸುಮಾರು 150 ಮೀಟರ್ ದೂರದವರೆಗೆ ಚಿಮ್ಮಿವೆ. ಸಮೀಪದ ವಾಹನಗಳಿಗೆ ಬೆಂಕಿ ಹೊತ್ತಿಕೊಂಡು ಭಾರಿ ಹಾನಿ ಸಂಭವಿಸಿದೆ. ಪ್ರತ್ಯಕ್ಷದರ್ಶಿಗಳು ಭೀಕರ ದೃಶ್ಯ ವಿವರಿಸಿದ್ದಾರೆ. ಸ್ಥಳದಲ್ಲಿ ವಿಧಿವಿಜ್ಞಾನ ತಂಡ ಮಾದರಿ ಸಂಗ್ರಹಿಸಿದೆ. xyxy=(1332,1965,1508,2034)
zodiac-icon: ♓ xyxy=(107,1420,124,1437)
horoscope-item xyxy=(32,1432,99,1531)
haryana-headline: ಹರ್ಯಾಣ ನಂಬರ್ ಪ್ಲೇಟ್: ಮೂಲ ಮಾಲೀಕನ ಬಂಧನ xyxy=(812,2182,1048,2219)
weapons-box xyxy=(376,768,545,868)
stats-title: ಪ್ರಾಥಮಿಕ ತನಿಖೆ – ಪತ್ತೆ: xyxy=(202,1109,279,1120)
section-title-wrap xyxy=(538,35,1014,102)
jail-body: ಪರಪ್ಪನ ಅಗ್ರಹಾರ ಕೇಂದ್ರ ಕಾರಾಗೃಹದಲ್ಲಿ ಕೈದಿಗಳಿಗೆ ರಾಜಾತಿಥ್ಯ ದೊರೆತ ಪ್ರಕರಣ ಗಂಭೀರ ಸ್ವರೂಪ ಪಡೆದಿದ್ದು, ತಪ್ಪಿತಸ್ಥ ಮೂವರು ಅಧಿಕಾರಿಗಳ ವಿರುದ್ಧ ಶಿಸ್ತುಕ್ರಮ ಜರುಗಿಸಲಾಗಿದೆ. ಉನ್ನತ ಮಟ್ಟದ ತನಿಖೆಗೆ ವಿಶೇಷ ತಂಡ ರಚಿಸಲಾಗಿದೆ. 2023ರಲ್ಲಿ ಹಾಗೂ 2024ರಲ್ಲಿ ನಡೆದ ಘಟನೆಗಳ ವಿಡಿಯೋ ದೃಶ್ಯಗಳು ಬಹಿರಂಗವಾದ ಬಳಿಕ ಇಲಾಖೆ ಎಚ್ಚೆತ್ತುಕೊಂಡಿದೆ. ಜೈಲಿನೊಳಗೆ ನಿಷೇಧಿತ ವಸ್ತುಗಳು ಪೂರೈಕೆಯಾದ ಬಗ್ಗೆಯೂ ದೂರುಗಳಿವೆ. ಈ ಕುರಿತು ಹಿರಿಯ ಅಧಿಕಾರಿಗಳು ಮಾಹಿತಿ ನೀಡಿದ್ದು, ತನಿಖೆ ಭರದಿಂದ ಸಾಗಿದೆ. ಘಟನೆ ಕುರಿತು ಸಾರ್ವಜನಿಕ ವಲಯದಲ್ಲಿ ತೀವ್ರ ಚರ್ಚೆ ನಡೆದಿದ್ದು, ಸರ್ಕಾರ ಸೂಕ್ತ ಕ್ರಮದ ಭರವಸೆ ನೀಡಿದೆ. ಪ್ರತ್ಯಕ್ಷದರ್ಶಿಗಳ ಹೇಳಿಕೆ ದಾಖಲಿಸಲಾಗಿದ್ದು, ದಾಖಲೆಗಳ ಪರಿಶೀಲನೆ ನಡೆಯುತ್ತಿದೆ. ಇಲಾಖಾ ಮಟ್ಟದ ವರದಿ ಸಲ್ಲಿಕೆಯಾದ ಬಳಿಕ ಮುಂದಿನ ತೀರ್ಮಾನ ಕೈಗೊಳ್ಳಲಾಗುವುದು ಎಂದು ಮೂಲಗಳು ತಿಳಿಸಿವೆ. ಮುಂದಿನ ದಿನಗಳಲ್ಲಿ ಮತ್ತಷ್ಟು ಮಾಹಿತಿ ಹೊರಬೀಳುವ ಸಾಧ್ಯತೆ ಇದೆ. ಹೆಚ್ಚಿನ ವಿವರಗಳು ಇನ್ನಷ್ಟೇ ಲಭ್ಯವಾಗಬೇಕಿದೆ. ಕಾರಾಗೃಹದ ಭದ್ರತಾ ವ್ಯವಸ್ಥೆಯ ಸಮಗ್ರ ಪರಿಶೀಲನೆಗೂ ಆದೇಶಿಸಲಾಗಿದೆ. xyxy=(356,247,498,607)
weapons-item: ಮದ್ದುಗುಂಡು – 83 ಸುತ್ತು xyxy=(383,821,465,832)
masthead-tagline: ಅಚ್ಚ ಕನ್ನಡದ ಸ್ವಚ್ಛ ಪತ್ರಿಕೆ xyxy=(217,91,296,102)
color-dot-icon xyxy=(172,2339,186,2352)
zodiac-icon: ♈ xyxy=(32,933,49,950)
strict-box xyxy=(1069,1890,1310,2070)
color-dot-icon xyxy=(1055,2339,1069,2352)
terror-body: ಜಮ್ಮು-ಕಾಶ್ಮೀರ ಪೊಲೀಸರು ಹಾಗೂ ಕೇಂದ್ರ ತನಿಖಾ ಸಂಸ್ಥೆಗಳು ನಡೆಸಿದ ಜಂಟಿ ಕಾರ್ಯಾಚರಣೆಯಲ್ಲಿ 3 ವೈದ್ಯರು ಸೇರಿದಂತೆ 8 ಶಂಕಿತ ಉಗ್ರರನ್ನು ಬಂಧಿಸಲಾಗಿದ್ದು, 2900 ಕೆಜಿ ಸ್ಫೋಟಕ ಸಾಮಗ್ರಿ ವಶಪಡಿಸಿಕೊಳ್ಳಲಾಗಿದೆ. ಫರಿದಾಬಾದ್‌ನ ಬಾಡಿಗೆ ಮನೆಯೊಂದರಲ್ಲಿ 360 ಕೆಜಿ ಅಮೋನಿಯಂ ನೈಟ್ರೇಟ್ ಪತ್ತೆಯಾಗಿದೆ. ವೈಟ್‌ಕಾಲರ್ ಭಯೋತ್ಪಾದಕ ಜಾಲವು ವೈದ್ಯ ವೃತ್ತಿಯ ಸೋಗಿನಲ್ಲಿ ಕಾರ್ಯನಿರ್ವಹಿಸುತ್ತಿತ್ತು ಎಂದು ತನಿಖಾ ಮೂಲಗಳು ತಿಳಿಸಿವೆ. ಈ ಕುರಿತು ಹಿರಿಯ ಅಧಿಕಾರಿಗಳು ಮಾಹಿತಿ ನೀಡಿದ್ದು, ತನಿಖೆ ಭರದಿಂದ ಸಾಗಿದೆ. ಘಟನೆ ಕುರಿತು ಸಾರ್ವಜನಿಕ ವಲಯದಲ್ಲಿ ತೀವ್ರ ಚರ್ಚೆ ನಡೆದಿದ್ದು, ಸರ್ಕಾರ ಸೂಕ್ತ ಕ್ರಮದ ಭರವಸೆ ನೀಡಿದೆ. ಪ್ರತ್ಯಕ್ಷದರ್ಶಿಗಳ ಹೇಳಿಕೆ ದಾಖಲಿಸಲಾಗಿದ್ದು, ದಾಖಲೆಗಳ ಪರಿಶೀಲನೆ ನಡೆಯುತ್ತಿದೆ. ಶಂಕಿತರ ಮೊಬೈಲ್, ಲ್ಯಾಪ್‌ಟಾಪ್ ಸೇರಿದಂತೆ ಡಿಜಿಟಲ್ ಸಾಧನಗಳನ್ನು ವಿಧಿವಿಜ್ಞಾನ ಪರೀಕ್ಷೆಗೆ ಕಳುಹಿಸಲಾಗಿದೆ. ನೆಲೆ ವಿಸ್ತರಿಸಿದ್ದ ಜಾಲದ ಇತರ ಕೊಂಡಿಗಳ ಪತ್ತೆಗೆ ಕಾರ್ಯಾಚರಣೆ ಮುಂದುವರಿದಿದೆ. ಮುಂದಿನ ದಿನಗಳಲ್ಲಿ ಮತ್ತಷ್ಟು ಮಾಹಿತಿ ಹೊರಬೀಳುವ ಸಾಧ್ಯತೆ ಇದೆ. ಹೆಚ್ಚಿನ ವಿವರಗಳು ಇನ್ನಷ್ಟೇ ಲಭ್ಯವಾಗಬೇಕಿದೆ. ದೇಶದ ವಿವಿಧ ನಗರಗಳಲ್ಲಿ ಕಟ್ಟೆಚ್ಚರ ಘೋಷಿಸಲಾಗಿದೆ. xyxy=(195,733,545,1016)
horoscope-item xyxy=(32,1225,99,1313)
masthead-title: ಹೊಸ ದಿಗಂತ xyxy=(95,30,266,74)
terror-dateline-2: ಹೊಸದಿಲ್ಲಿ: xyxy=(790,1089,827,1101)
print-registration-marks xyxy=(1390,2339,1473,2356)
kidi-quote: ಆಡುವ ಮಾತು ಮನೆಯೊಳಗಿನ ದೀಪವಾಗಬೇಕು; ಊರಿಗೆ ಬೆಂಕಿ ಹಚ್ಚುವ ಕಿಡಿಯಾಗಬಾರದು. xyxy=(34,684,172,725)
horoscope-title: ದಿನ ಭವಿಷ್ಯ xyxy=(32,897,174,925)
color-dot-icon xyxy=(538,2339,551,2352)
jds-body-2: ಪಕ್ಷದ ರಾಜಕೀಯ ವ್ಯವಹಾರಗಳ ಸಮಿತಿಯ ಅಧ್ಯಕ್ಷರಾಗಿ ನಿಖಿಲ್ ಕುಮಾರಸ್ವಾಮಿ ನೇಮಕಗೊಂಡಿದ್ದು, 16 ಮಂದಿ ಸದಸ್ಯರು ಹಾಗೂ 10 ಮಂದಿ ಆಹ್ವಾನಿತರು ಇರಲಿದ್ದಾರೆ. ಮುಂದಿನ ದಿನಗಳಲ್ಲಿ ಮತ್ತಷ್ಟು ಸಮಿತಿಗಳ ರಚನೆ ನಡೆಯಲಿದೆ ಎಂದು ಮೂಲಗಳು ತಿಳಿಸಿವೆ. ಹೆಚ್ಚಿನ ವಿವರಗಳು ಇನ್ನಷ್ಟೇ ಲಭ್ಯವಾಗಬೇಕಿದೆ. xyxy=(187,272,338,389)
zodiac-icon: ♐ xyxy=(107,1128,124,1145)
color-dot-icon xyxy=(1034,2339,1048,2352)
delhi-security-box xyxy=(812,2028,1055,2165)
modi-dateline: ಥಿಂಪು: xyxy=(1187,2109,1209,2120)
zodiac-sign: ಧನು xyxy=(127,1130,144,1142)
trader-body: ನಕಲಿ ತುಪ್ಪ ಪೂರೈಕೆ ಜಾಲದ ಪ್ರಮುಖ ಆರೋಪಿ ವರ್ತಕನೊಬ್ಬನನ್ನು ಎಸ್‌ಐಟಿ ಅಧಿಕಾರಿಗಳು ಬಂಧಿಸಿದ್ದಾರೆ. ಆತನ ವಿಚಾರಣೆ ವೇಳೆ ಮಹತ್ವದ ಮಾಹಿತಿ ಲಭ್ಯವಾಗಿದ್ದು, ಇನ್ನಷ್ಟು ಮಂದಿಯ ಪಾತ್ರದ ಬಗ್ಗೆ ತನಿಖೆ ನಡೆಯುತ್ತಿದೆ. ದಾಖಲೆಗಳ ಪರಿಶೀಲನೆ ಮುಂದುವರಿದಿದೆ. xyxy=(1114,1094,1288,1163)
weapons-item: ಅಮೋನಿಯಂ ನೈಟ್ರೇಟ್ – 360 ಕೆಜಿ xyxy=(383,835,495,846)
car-body-2: ಗಾಯಾಳುಗಳಲ್ಲಿ 13 ಮಂದಿಯ ಸ್ಥಿತಿ ಗಂಭೀರವಾಗಿದ್ದು, ಮೃತರ ಸಂಖ್ಯೆ ಹೆಚ್ಚುವ ಆತಂಕ ವ್ಯಕ್ತವಾಗಿದೆ. ಆಸ್ಪತ್ರೆಗಳಲ್ಲಿ ತುರ್ತು ಚಿಕಿತ್ಸಾ ವ್ಯವಸ್ಥೆ ಮಾಡಲಾಗಿದೆ. ಹೆಚ್ಚಿನ ವಿವರಗಳು ಇನ್ನಷ್ಟೇ ಲಭ್ಯವಾಗಬೇಕಿದೆ. xyxy=(618,1977,800,2032)
header-rule-thin xyxy=(23,153,1519,154)
color-dot-icon xyxy=(193,2339,207,2352)
modi-headline: ಮೋದಿ ಸಂತಾಪ xyxy=(1169,2081,1264,2102)
zodiac-text: ಎಚ್ಚರ ತಪ್ಪದಿರಿ. ಕೆಲಸಕ್ಕೆ ತಕ್ಕ ಪ್ರತಿಫಲ ದೊರೆಯುವುದು. ನಿರೀಕ್ಷೆ ಮೀರಿದ ಯಶಸ್ಸು. ದೈವಭಕ್ತಿ ಹೆಚ್ಚುವ ದಿನ. ಶುಭ ಪ್ರಸ್ತಾಪ. xyxy=(107,1440,174,1507)
date-block xyxy=(1286,34,1516,98)
dateline-bullet-icon: ◆ xyxy=(523,1162,531,1171)
color-dot-icon xyxy=(151,2339,165,2352)
dateline-bullet-icon: ◆ xyxy=(1276,1392,1289,1401)
car-headline: ಕಾರು ಸ್ಫೋಟಕ್ಕೆ 8 ಸಾವು xyxy=(424,1890,671,1927)
zodiac-text: ಪ್ರಯಾಣದ ದಿನ. ಉದ್ಯೋಗದಲ್ಲಿ ಪ್ರಗತಿ. ಉನ್ನತ ಫಲ. ಅಂಕಿಗಳ ಕ್ರಿ. ಹಿರಿಯರ ಆಶೀರ್ವಾದ ಲಭಿಸುವುದು. ಒಳಿತೇ ಉಂಟಾಗುವುದು. xyxy=(32,953,99,1020)
zodiac-sign: ಕುಂಭ xyxy=(127,1314,147,1326)
